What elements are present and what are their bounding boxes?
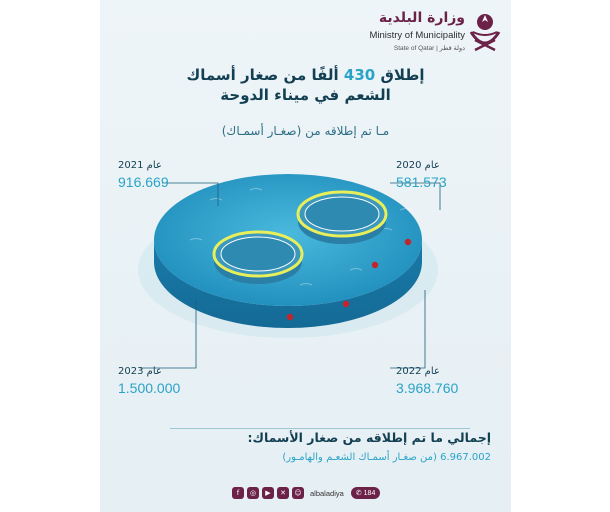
year-label-2022: عام 2022 [396, 366, 440, 377]
headline-line2: الشعم في ميناء الدوحة [220, 86, 391, 104]
facebook-icon[interactable]: f [232, 487, 244, 499]
fish-cage-right [298, 192, 386, 244]
infographic-card [100, 0, 511, 512]
instagram-icon[interactable]: ◎ [247, 487, 259, 499]
ministry-name-ar: وزارة البلدية [378, 10, 465, 26]
year-value-2020: 581.573 [396, 174, 447, 190]
social-footer [232, 486, 380, 500]
total-heading: إجمالي ما تم إطلاقه من صغار الأسماك: [247, 430, 491, 445]
year-value-2022: 3.968.760 [396, 380, 459, 396]
state-label: State of Qatar | دولة قطر [393, 45, 465, 52]
year-label-2021: عام 2021 [118, 160, 162, 171]
year-label-2023: عام 2023 [118, 366, 162, 377]
hotline-number: 184 [363, 489, 376, 497]
headline-line1: إطلاق 430 ألفًا من صغار أسماك [186, 66, 425, 84]
phone-icon: ✆ [355, 490, 362, 497]
year-label-2020: عام 2020 [396, 160, 440, 171]
ministry-name-en: Ministry of Municipality [369, 30, 465, 41]
snapchat-icon[interactable]: ☺ [292, 487, 304, 499]
headline-number: 430 [343, 66, 376, 84]
fish-cage-left [214, 232, 302, 284]
hotline[interactable] [351, 487, 381, 499]
year-value-2023: 1.500.000 [118, 380, 181, 396]
subtitle: مـا تم إطلاقه من (صغـار أسمـاك) [221, 124, 390, 138]
total-value: 6.967.002 (من صغـار أسمـاك الشعـم والهامـور) [282, 452, 491, 463]
year-value-2021: 916.669 [118, 174, 169, 190]
divider [170, 428, 470, 429]
x-icon[interactable]: ✕ [277, 487, 289, 499]
social-handle: albaladiya [310, 488, 344, 498]
youtube-icon[interactable]: ▶ [262, 487, 274, 499]
